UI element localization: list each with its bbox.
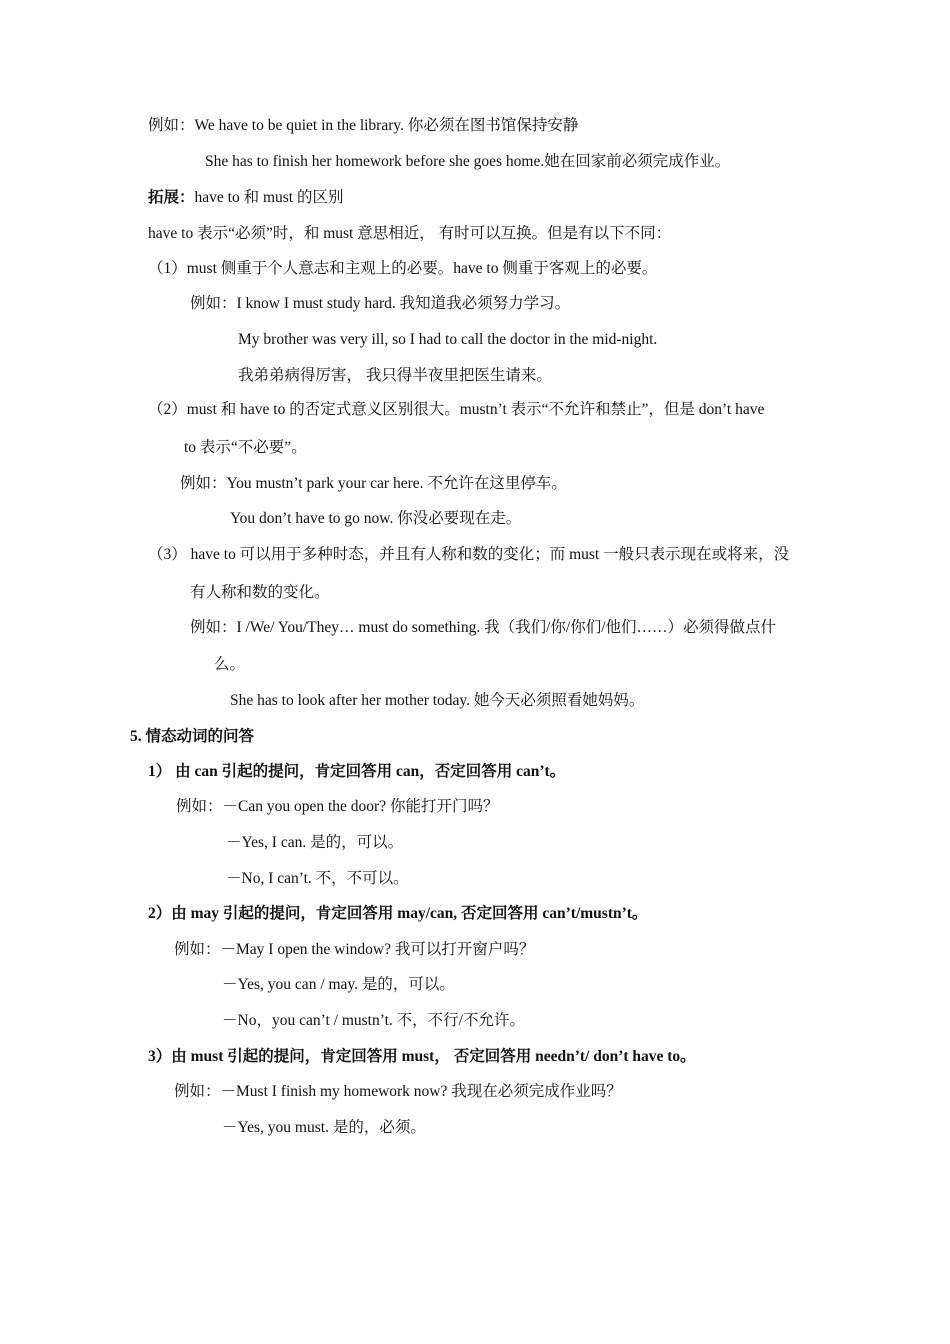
point-2-line: （2）must 和 have to 的否定式意义区别很大。mustn’t 表示“不允许和禁止”，但是 don’t have [148,401,765,418]
example-line: 例如：You mustn’t park your car here. 不允许在这里停车。 [180,475,567,492]
extension-label: 拓展： [148,189,195,206]
example-line: 例如：－Must I finish my homework now? 我现在必须完成作业吗？ [174,1083,622,1100]
example-line: 例如：－May I open the window? 我可以打开窗户吗？ [174,941,535,958]
extension-text: have to 和 must 的区别 [194,189,344,206]
point-2-continuation: to 表示“不必要”。 [184,439,307,456]
example-answer: －Yes, you must. 是的，必须。 [222,1119,426,1136]
example-translation: 我弟弟病得厉害， 我只得半夜里把医生请来。 [238,367,552,384]
extension-heading [148,188,343,208]
paragraph-line: have to 表示“必须”时，和 must 意思相近， 有时可以互换。但是有以下不同： [148,225,672,242]
example-line: 例如：－Can you open the door? 你能打开门吗？ [176,798,499,815]
point-3-continuation: 有人称和数的变化。 [190,584,330,601]
point-3-line: （3） have to 可以用于多种时态，并且有人称和数的变化；而 must 一般只表示现在或将来，没 [148,546,790,563]
example-line: She has to finish her homework before she goes home.她在回家前必须完成作业。 [205,153,731,170]
example-answer: －Yes, you can / may. 是的，可以。 [222,976,455,993]
example-line: She has to look after her mother today. 她今天必须照看她妈妈。 [230,692,645,709]
example-line: 例如：I know I must study hard. 我知道我必须努力学习。 [190,295,571,312]
example-line: My brother was very ill, so I had to call the doctor in the mid-night. [238,331,658,348]
example-answer: －No, I can’t. 不，不可以。 [226,870,409,887]
example-line: 例如：I /We/ You/They… must do something. 我（我们/你/你们/他们……）必须得做点什 [190,619,777,636]
subsection-heading: 1） 由 can 引起的提问，肯定回答用 can，否定回答用 can’t。 [148,763,566,780]
subsection-heading: 3）由 must 引起的提问，肯定回答用 must， 否定回答用 needn’t/ don’t have to。 [148,1048,696,1065]
example-continuation: 么。 [214,656,246,673]
example-answer: －No，you can’t / mustn’t. 不，不行/不允许。 [222,1012,525,1029]
point-1-line: （1）must 侧重于个人意志和主观上的必要。have to 侧重于客观上的必要。 [148,260,658,277]
example-line: You don’t have to go now. 你没必要现在走。 [230,510,522,527]
example-line: 例如：We have to be quiet in the library. 你必须在图书馆保持安静 [148,117,579,134]
example-answer: －Yes, I can. 是的，可以。 [226,834,404,851]
section-heading: 5. 情态动词的问答 [130,728,255,745]
subsection-heading: 2）由 may 引起的提问，肯定回答用 may/can, 否定回答用 can’t/mustn’t。 [148,905,648,922]
